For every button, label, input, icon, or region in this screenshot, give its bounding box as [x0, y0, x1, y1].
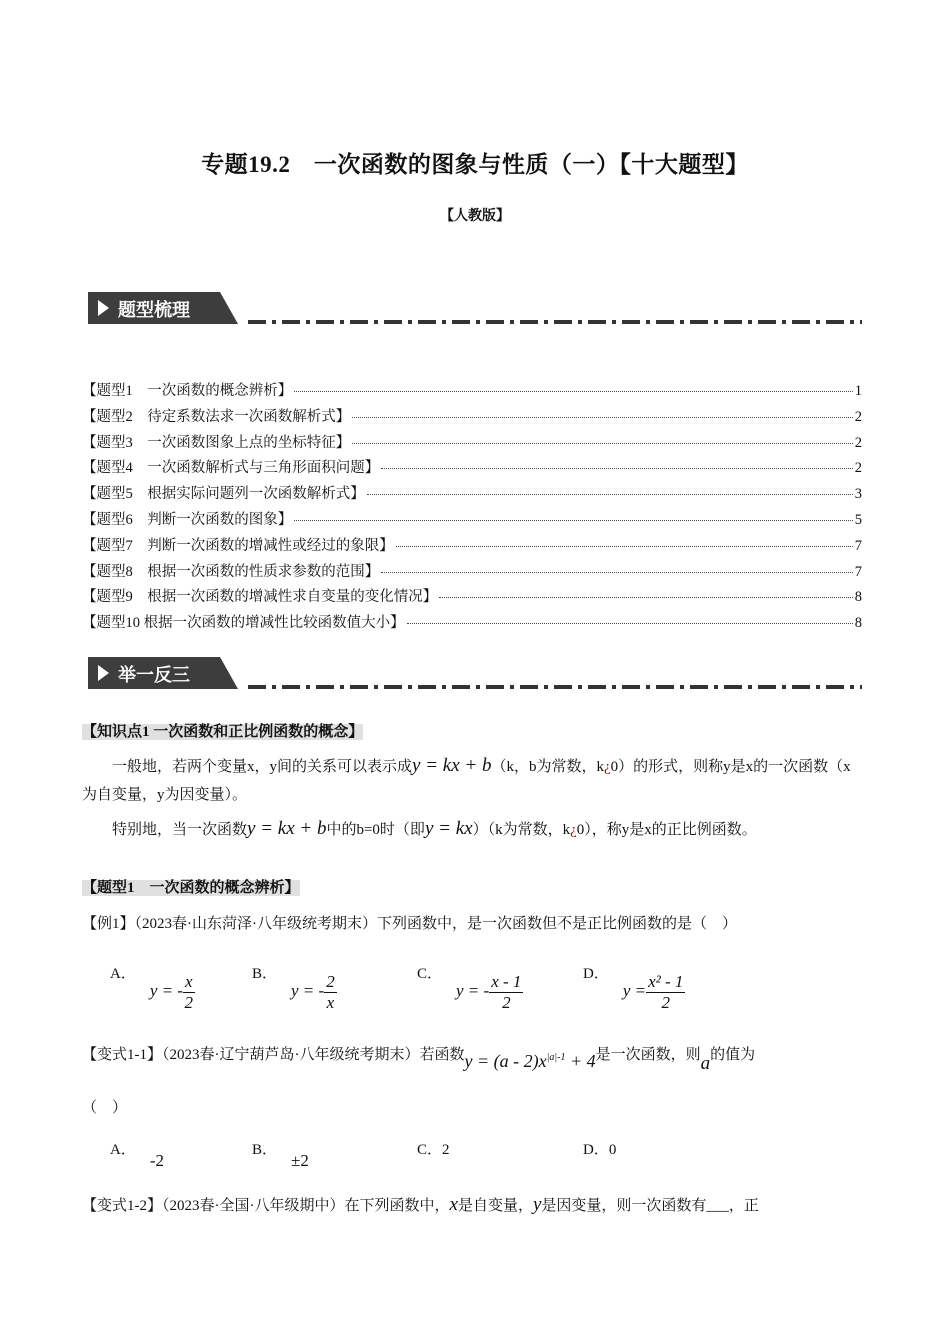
- toc-leader: [439, 597, 853, 598]
- toc-entry[interactable]: [82, 534, 862, 556]
- play-triangle-icon: [98, 300, 109, 316]
- toc-entry[interactable]: [82, 456, 862, 478]
- toc-leader: [381, 468, 853, 469]
- toc-page: 2: [854, 434, 862, 451]
- toc-leader: [352, 443, 853, 444]
- toc-leader: [352, 417, 853, 418]
- toc-label: 【题型1 一次函数的概念辨析】: [82, 383, 293, 399]
- dash-divider: [248, 320, 862, 324]
- toc-label: 【题型7 判断一次函数的增减性或经过的象限】: [82, 537, 394, 554]
- option-a: A．y = - $\frac{x}{2}$: [110, 966, 194, 1012]
- variant-1-2-question: 【变式1-2】（2023春·全国·八年级期中）在下列函数中，x是自变量，y是因变量，则一次函数有___，正: [82, 1194, 759, 1215]
- toc-leader: [294, 391, 853, 392]
- option-c: C．2: [417, 1142, 450, 1158]
- toc-label: 【题型5 根据实际问题列一次函数解析式】: [82, 486, 365, 503]
- option-b: B．±2: [252, 1142, 309, 1170]
- toc-entry[interactable]: [82, 560, 862, 582]
- toc-entry[interactable]: [82, 379, 862, 401]
- type1-heading: 【题型1 一次函数的概念辨析】: [82, 880, 300, 896]
- banner-label: 题型梳理: [118, 300, 190, 321]
- toc-page: 2: [854, 460, 862, 477]
- toc-page: 7: [854, 563, 862, 580]
- toc-label: 【题型10 根据一次函数的增减性比较函数值大小】: [82, 615, 405, 632]
- option-a: A．-2: [110, 1142, 165, 1170]
- toc-entry[interactable]: [82, 482, 862, 504]
- toc-page: 5: [854, 512, 862, 528]
- toc-entry[interactable]: [82, 585, 862, 607]
- dash-divider: [248, 685, 862, 689]
- page-title: 专题19.2 一次函数的图象与性质（一）【十大题型】: [201, 152, 749, 177]
- toc-label: 【题型9 根据一次函数的增减性求自变量的变化情况】: [82, 589, 438, 606]
- section-banner-toc: [88, 292, 248, 324]
- toc-leader: [407, 623, 853, 624]
- variant-1-1-question: 【变式1-1】（2023春·辽宁葫芦岛·八年级统考期末）若函数$y = (a - 2)x^{|a|-1} + 4$是一次函数，则a的值为: [82, 1047, 756, 1074]
- toc-leader: [381, 572, 853, 573]
- option-c: C．y = - $\frac{x - 1}{2}$: [417, 966, 522, 1012]
- play-triangle-icon: [98, 665, 109, 681]
- toc-page: 2: [854, 408, 862, 425]
- toc-label: 【题型6 判断一次函数的图象】: [82, 512, 293, 528]
- toc-page: 8: [854, 615, 862, 632]
- toc-entry[interactable]: [82, 508, 862, 530]
- toc-page: 3: [854, 486, 862, 503]
- toc-page: 8: [854, 589, 862, 606]
- knowledge-paragraph-1: 一般地，若两个变量x，y间的关系可以表示成y = kx + b（k，b为常数，k¿0）的形式，则称y是x的一次函数（x为自变量，y为因变量）。: [82, 755, 851, 803]
- knowledge-heading: 【知识点1 一次函数和正比例函数的概念】: [82, 724, 364, 740]
- banner-label: 举一反三: [118, 665, 190, 686]
- option-b: B．y = - $\frac{2}{x}$: [252, 966, 335, 1012]
- toc-page: 1: [854, 383, 862, 399]
- answer-paren: （ ）: [82, 1100, 128, 1116]
- toc-label: 【题型4 一次函数解析式与三角形面积问题】: [82, 460, 380, 477]
- answer-blank: ___: [706, 1198, 729, 1214]
- toc-entry[interactable]: [82, 611, 862, 633]
- example-1-question: 【例1】（2023春·山东菏泽·八年级统考期末）下列函数中，是一次函数但不是正比例函数的是（ ）: [82, 916, 737, 932]
- toc-leader: [396, 546, 853, 547]
- toc-entry[interactable]: [82, 431, 862, 453]
- toc-leader: [294, 520, 853, 521]
- option-d: D．0: [583, 1142, 617, 1158]
- toc-label: 【题型2 待定系数法求一次函数解析式】: [82, 408, 351, 425]
- toc-entry[interactable]: [82, 405, 862, 427]
- toc-page: 7: [854, 537, 862, 554]
- knowledge-paragraph-2: 特别地，当一次函数y = kx + b中的b=0时（即y = kx）（k为常数，k¿0），称y是x的正比例函数。: [112, 818, 757, 839]
- toc-label: 【题型8 根据一次函数的性质求参数的范围】: [82, 563, 380, 580]
- edition-label: 【人教版】: [440, 209, 510, 224]
- toc-label: 【题型3 一次函数图象上点的坐标特征】: [82, 434, 351, 451]
- toc-leader: [367, 494, 853, 495]
- section-banner-practice: [88, 657, 248, 689]
- option-d: D．y = $\frac{\text{x² - 1}}{2}$: [583, 966, 684, 1012]
